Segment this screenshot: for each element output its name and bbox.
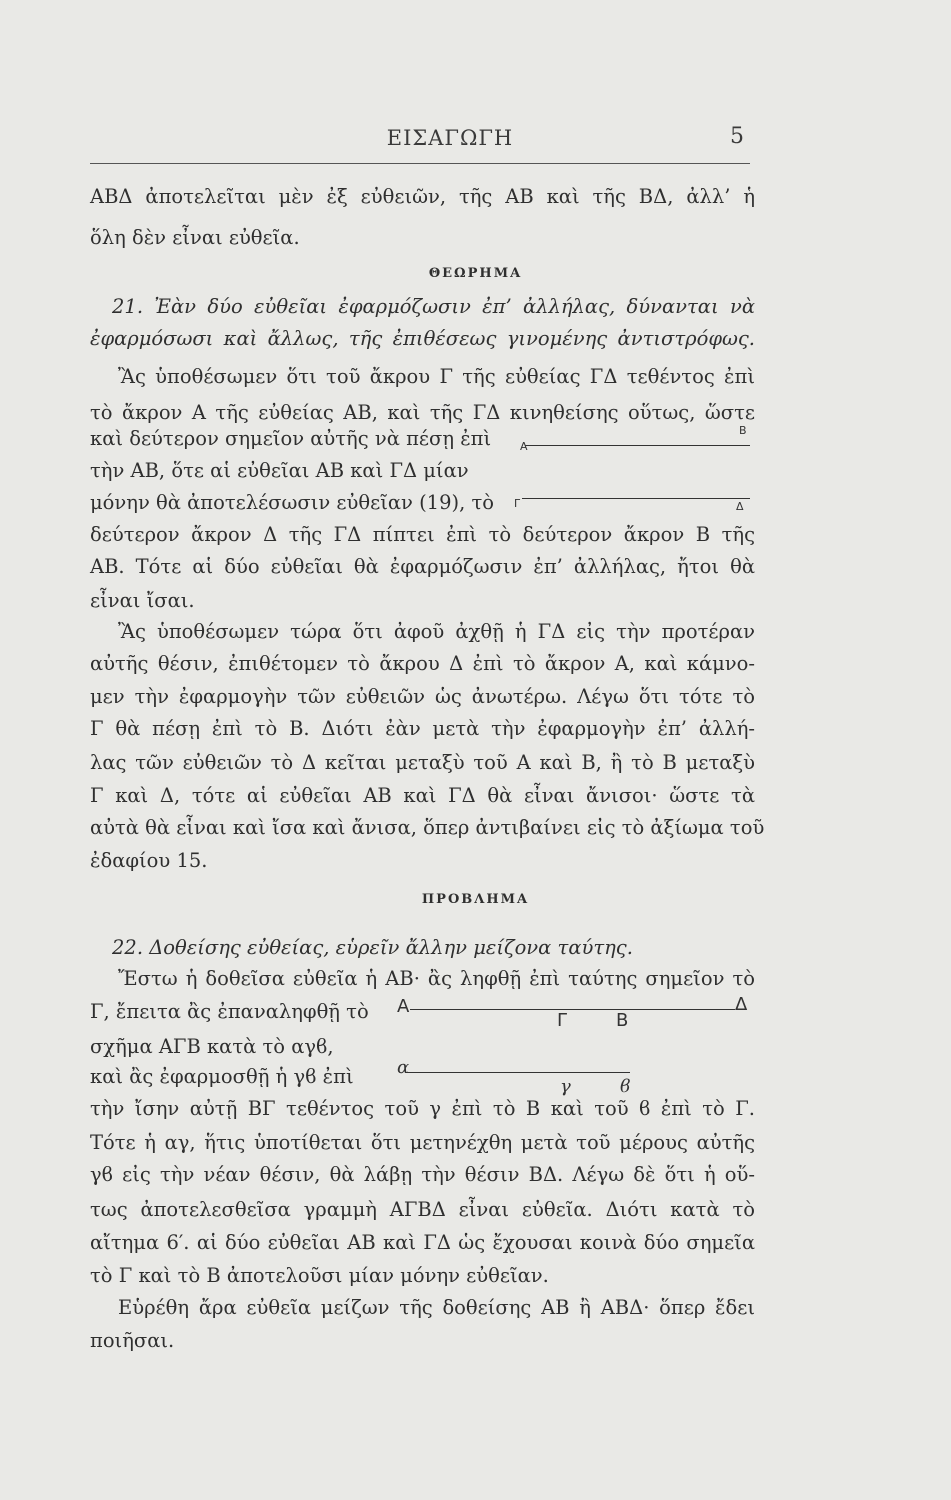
solution-line: τὴν ἴσην αὐτῇ ΒΓ τεθέντος τοῦ γ ἐπὶ τὸ Β καὶ τοῦ ϐ ἐπὶ τὸ Γ. (90, 1097, 755, 1120)
proof-line: εἶναι ἴσαι. (90, 589, 195, 612)
proof-line: αὐτὰ θὰ εἶναι καὶ ἴσα καὶ ἄνισα, ὅπερ ἀντιβαίνει εἰς τὸ ἀξίωμα τοῦ (90, 816, 765, 839)
proof-line: καὶ δεύτερον σημεῖον αὐτῆς νὰ πέσῃ ἐπὶ (90, 427, 492, 450)
figure-label-lower-beta: ϐ (620, 1076, 631, 1097)
intro-line: ΑΒΔ ἀποτελεῖται μὲν ἐξ εὐθειῶν, τῆς ΑΒ καὶ τῆς ΒΔ, ἀλλ’ ἡ (90, 185, 755, 208)
intro-line: ὅλη δὲν εἶναι εὐθεῖα. (90, 226, 300, 249)
header-rule (90, 163, 750, 164)
proof-line: ἐδαφίου 15. (90, 849, 208, 872)
figure-label-upper-d: Δ (735, 994, 748, 1015)
proof-line: Ἂς ὑποθέσωμεν τώρα ὅτι ἀφοῦ ἀχθῇ ἡ ΓΔ εἰς τὴν προτέραν (118, 620, 755, 643)
theorem-statement-line: 21. Ἐὰν δύο εὐθεῖαι ἐφαρμόζωσιν ἐπ’ ἀλλήλας, δύνανται νὰ (112, 295, 755, 318)
proof-line: Γ καὶ Δ, τότε αἱ εὐθεῖαι ΑΒ καὶ ΓΔ θὰ εἶναι ἄνισοι· ὥστε τὰ (90, 784, 755, 807)
figure-label-upper-b: Β (616, 1010, 629, 1031)
solution-line: αἴτημα 6′. αἱ δύο εὐθεῖαι ΑΒ καὶ ΓΔ ὡς ἔχουσαι κοινὰ δύο σημεῖα (90, 1231, 755, 1254)
figure-lower-segment (405, 1072, 630, 1073)
problem-statement: 22. Δοθείσης εὐθείας, εὑρεῖν ἄλλην μείζονα ταύτης. (112, 936, 633, 959)
theorem-heading: ΘΕΩΡΗΜΑ (428, 266, 523, 281)
figure-label-lower-gamma: γ (560, 1076, 571, 1097)
proof-line: μεν τὴν ἐφαρμογὴν τῶν εὐθειῶν ὡς ἀνωτέρω. Λέγω ὅτι τότε τὸ (90, 685, 755, 708)
proof-line: τὴν ΑΒ, ὅτε αἱ εὐθεῖαι ΑΒ καὶ ΓΔ μίαν (90, 459, 469, 482)
figure-label-upper-a: Α (397, 996, 410, 1017)
page-number: 5 (730, 124, 744, 149)
solution-line: τὸ Γ καὶ τὸ Β ἀποτελοῦσι μίαν μόνην εὐθεῖαν. (90, 1264, 549, 1287)
proof-line: Γ θὰ πέσῃ ἐπὶ τὸ Β. Διότι ἐὰν μετὰ τὴν ἐφαρμογὴν ἐπ’ ἀλλή- (90, 717, 755, 740)
solution-line: ποιῆσαι. (90, 1329, 175, 1352)
figure-label-d: Δ (736, 500, 744, 513)
figure-label-lower-alpha: α (397, 1057, 410, 1078)
proof-line: ΑΒ. Τότε αἱ δύο εὐθεῖαι θὰ ἐφαρμόζωσιν ἐπ’ ἀλλήλας, ἤτοι θὰ (90, 555, 755, 578)
proof-line: Ἂς ὑποθέσωμεν ὅτι τοῦ ἄκρου Γ τῆς εὐθείας ΓΔ τεθέντος ἐπὶ (118, 365, 755, 388)
figure-upper-segment (410, 1009, 735, 1010)
proof-line: αὐτῆς θέσιν, ἐπιθέτομεν τὸ ἄκρου Δ ἐπὶ τὸ ἄκρον Α, καὶ κάμνο- (90, 652, 755, 675)
proof-line: μόνην θὰ ἀποτελέσωσιν εὐθεῖαν (19), τὸ (90, 491, 495, 514)
figure-label-a: Α (520, 440, 528, 453)
solution-line: σχῆμα ΑΓΒ κατὰ τὸ αγϐ, (90, 1035, 334, 1058)
solution-line: Γ, ἔπειτα ἂς ἐπαναληφθῇ τὸ (90, 1000, 369, 1023)
solution-line: τως ἀποτελεσθεῖσα γραμμὴ ΑΓΒΔ εἶναι εὐθεῖα. Διότι κατὰ τὸ (90, 1198, 755, 1221)
proof-line: λας τῶν εὐθειῶν τὸ Δ κεῖται μεταξὺ τοῦ Α καὶ Β, ἢ τὸ Β μεταξὺ (90, 751, 755, 774)
solution-line: γϐ εἰς τὴν νέαν θέσιν, θὰ λάβῃ τὴν θέσιν ΒΔ. Λέγω δὲ ὅτι ἡ οὕ- (90, 1163, 755, 1186)
proof-line: τὸ ἄκρον Α τῆς εὐθείας ΑΒ, καὶ τῆς ΓΔ κινηθείσης οὕτως, ὥστε (90, 401, 755, 424)
figure-segment-gd (522, 498, 750, 499)
solution-line: Εὑρέθη ἄρα εὐθεῖα μείζων τῆς δοθείσης ΑΒ ἢ ΑΒΔ· ὅπερ ἔδει (118, 1296, 755, 1319)
theorem-statement-line: ἐφαρμόσωσι καὶ ἄλλως, τῆς ἐπιθέσεως γινομένης ἀντιστρόφως. (90, 327, 755, 350)
figure-label-upper-g: Γ (557, 1010, 568, 1031)
figure-label-g: Γ (514, 497, 521, 510)
proof-line: δεύτερον ἄκρον Δ τῆς ΓΔ πίπτει ἐπὶ τὸ δεύτερον ἄκρον Β τῆς (90, 523, 755, 546)
solution-line: Ἔστω ἡ δοθεῖσα εὐθεῖα ἡ ΑΒ· ἂς ληφθῇ ἐπὶ ταύτης σημεῖον τὸ (118, 967, 755, 990)
page-title: ΕΙΣΑΓΩΓΗ (386, 126, 514, 150)
solution-line: καὶ ἂς ἐφαρμοσθῇ ἡ γϐ ἐπὶ (90, 1065, 354, 1088)
figure-segment-ab (525, 445, 750, 446)
problem-heading: ΠΡΟΒΛΗΜΑ (421, 892, 530, 907)
figure-label-b: Β (739, 424, 747, 437)
solution-line: Τότε ἡ αγ, ἥτις ὑποτίθεται ὅτι μετηνέχθη μετὰ τοῦ μέρους αὐτῆς (90, 1131, 755, 1154)
